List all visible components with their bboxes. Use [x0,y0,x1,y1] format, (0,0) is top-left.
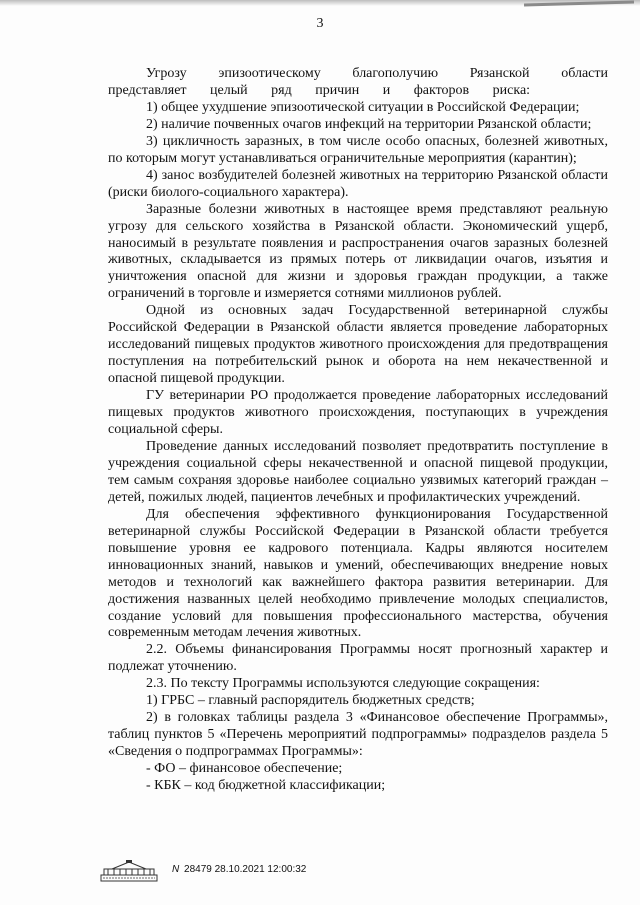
paragraph-6: Заразные болезни животных в настоящее время представляют реальную угрозу для сельского хозяйства в Рязанской области. Экономический ущерб, наносимый в результате появления и распространения очагов заразных болезней животных, складывается из прямых потерь от ликвидации очагов, изъятия и уничтожения опасной для жизни и здоровья граждан продукции, а также ограничений в торговле и измеряется сотнями миллионов рублей. [108,201,608,302]
paragraph-1: Угрозу эпизоотическому благополучию Рязанской области представляет целый ряд причин и факторов риска: [108,66,608,98]
registration-stamp [172,864,306,875]
doc-datetime: 28.10.2021 12:00:32 [214,864,307,875]
paragraph-4: 3) цикличность заразных, в том числе особо опасных, болезней животных, по которым могут устанавливаться ограничительные мероприятия (карантин); [108,133,608,166]
paragraph-5: 4) занос возбудителей болезней животных на территорию Рязанской области (риски биолого-социального характера). [108,167,608,200]
body-text [108,66,608,795]
paragraph-8: ГУ ветеринарии РО продолжается проведение лабораторных исследований пищевых продуктов животного происхождения, поступающих в учреждения социальной сферы. [108,388,608,438]
footer [100,860,400,884]
paragraph-3: 2) наличие почвенных очагов инфекций на территории Рязанской области; [146,116,592,132]
doc-number: 28479 [184,864,212,875]
government-building-logo [100,860,158,884]
paragraph-2: 1) общее ухудшение эпизоотической ситуации в Российской Федерации; [146,99,580,115]
paragraph-7: Одной из основных задач Государственной ветеринарной службы Российской Федерации в Рязанской области является проведение лабораторных исследований пищевых продуктов животного происхождения для предотвращения поступления на потребительский рынок и оборота на нем некачественной и опасной пищевой продукции. [108,303,608,387]
paragraph-16: - КБК – код бюджетной классификации; [146,778,386,794]
paragraph-13: 1) ГРБС – главный распорядитель бюджетных средств; [146,693,475,709]
paragraph-12: 2.3. По тексту Программы используются следующие сокращения: [146,676,540,692]
paragraph-9: Проведение данных исследований позволяет предотвратить поступление в учреждения социальной сферы некачественной и опасной пищевой продукции, тем самым сохраняя здоровье наиболее социально уязвимых категорий граждан – детей, пожилых людей, пациентов лечебных и профилактических учреждений. [108,438,608,505]
paragraph-14: 2) в головках таблицы раздела 3 «Финансовое обеспечение Программы», таблиц пунктов 5 «Перечень мероприятий подпрограммы» подразделов раздела 5 «Сведения о подпрограммах Программы»: [108,710,608,760]
paragraph-10: Для обеспечения эффективного функционирования Государственной ветеринарной службы Российской Федерации в Рязанской области требуется повышение уровня ее кадрового потенциала. Кадры являются носителем инновационных знаний, навыков и умений, обеспечивающих внедрение новых методов и технологий как важнейшего фактора развития ветеринарии. Для достижения названных целей необходимо привлечение молодых специалистов, создание условий для повышения профессионального мастерства, обучения современным методам лечения животных. [108,506,608,641]
paragraph-15: - ФО – финансовое обеспечение; [146,761,343,777]
doc-number-mark: N [172,864,180,875]
page-number: 3 [316,16,324,31]
paragraph-11: 2.2. Объемы финансирования Программы носят прогнозный характер и подлежат уточнению. [108,642,608,675]
